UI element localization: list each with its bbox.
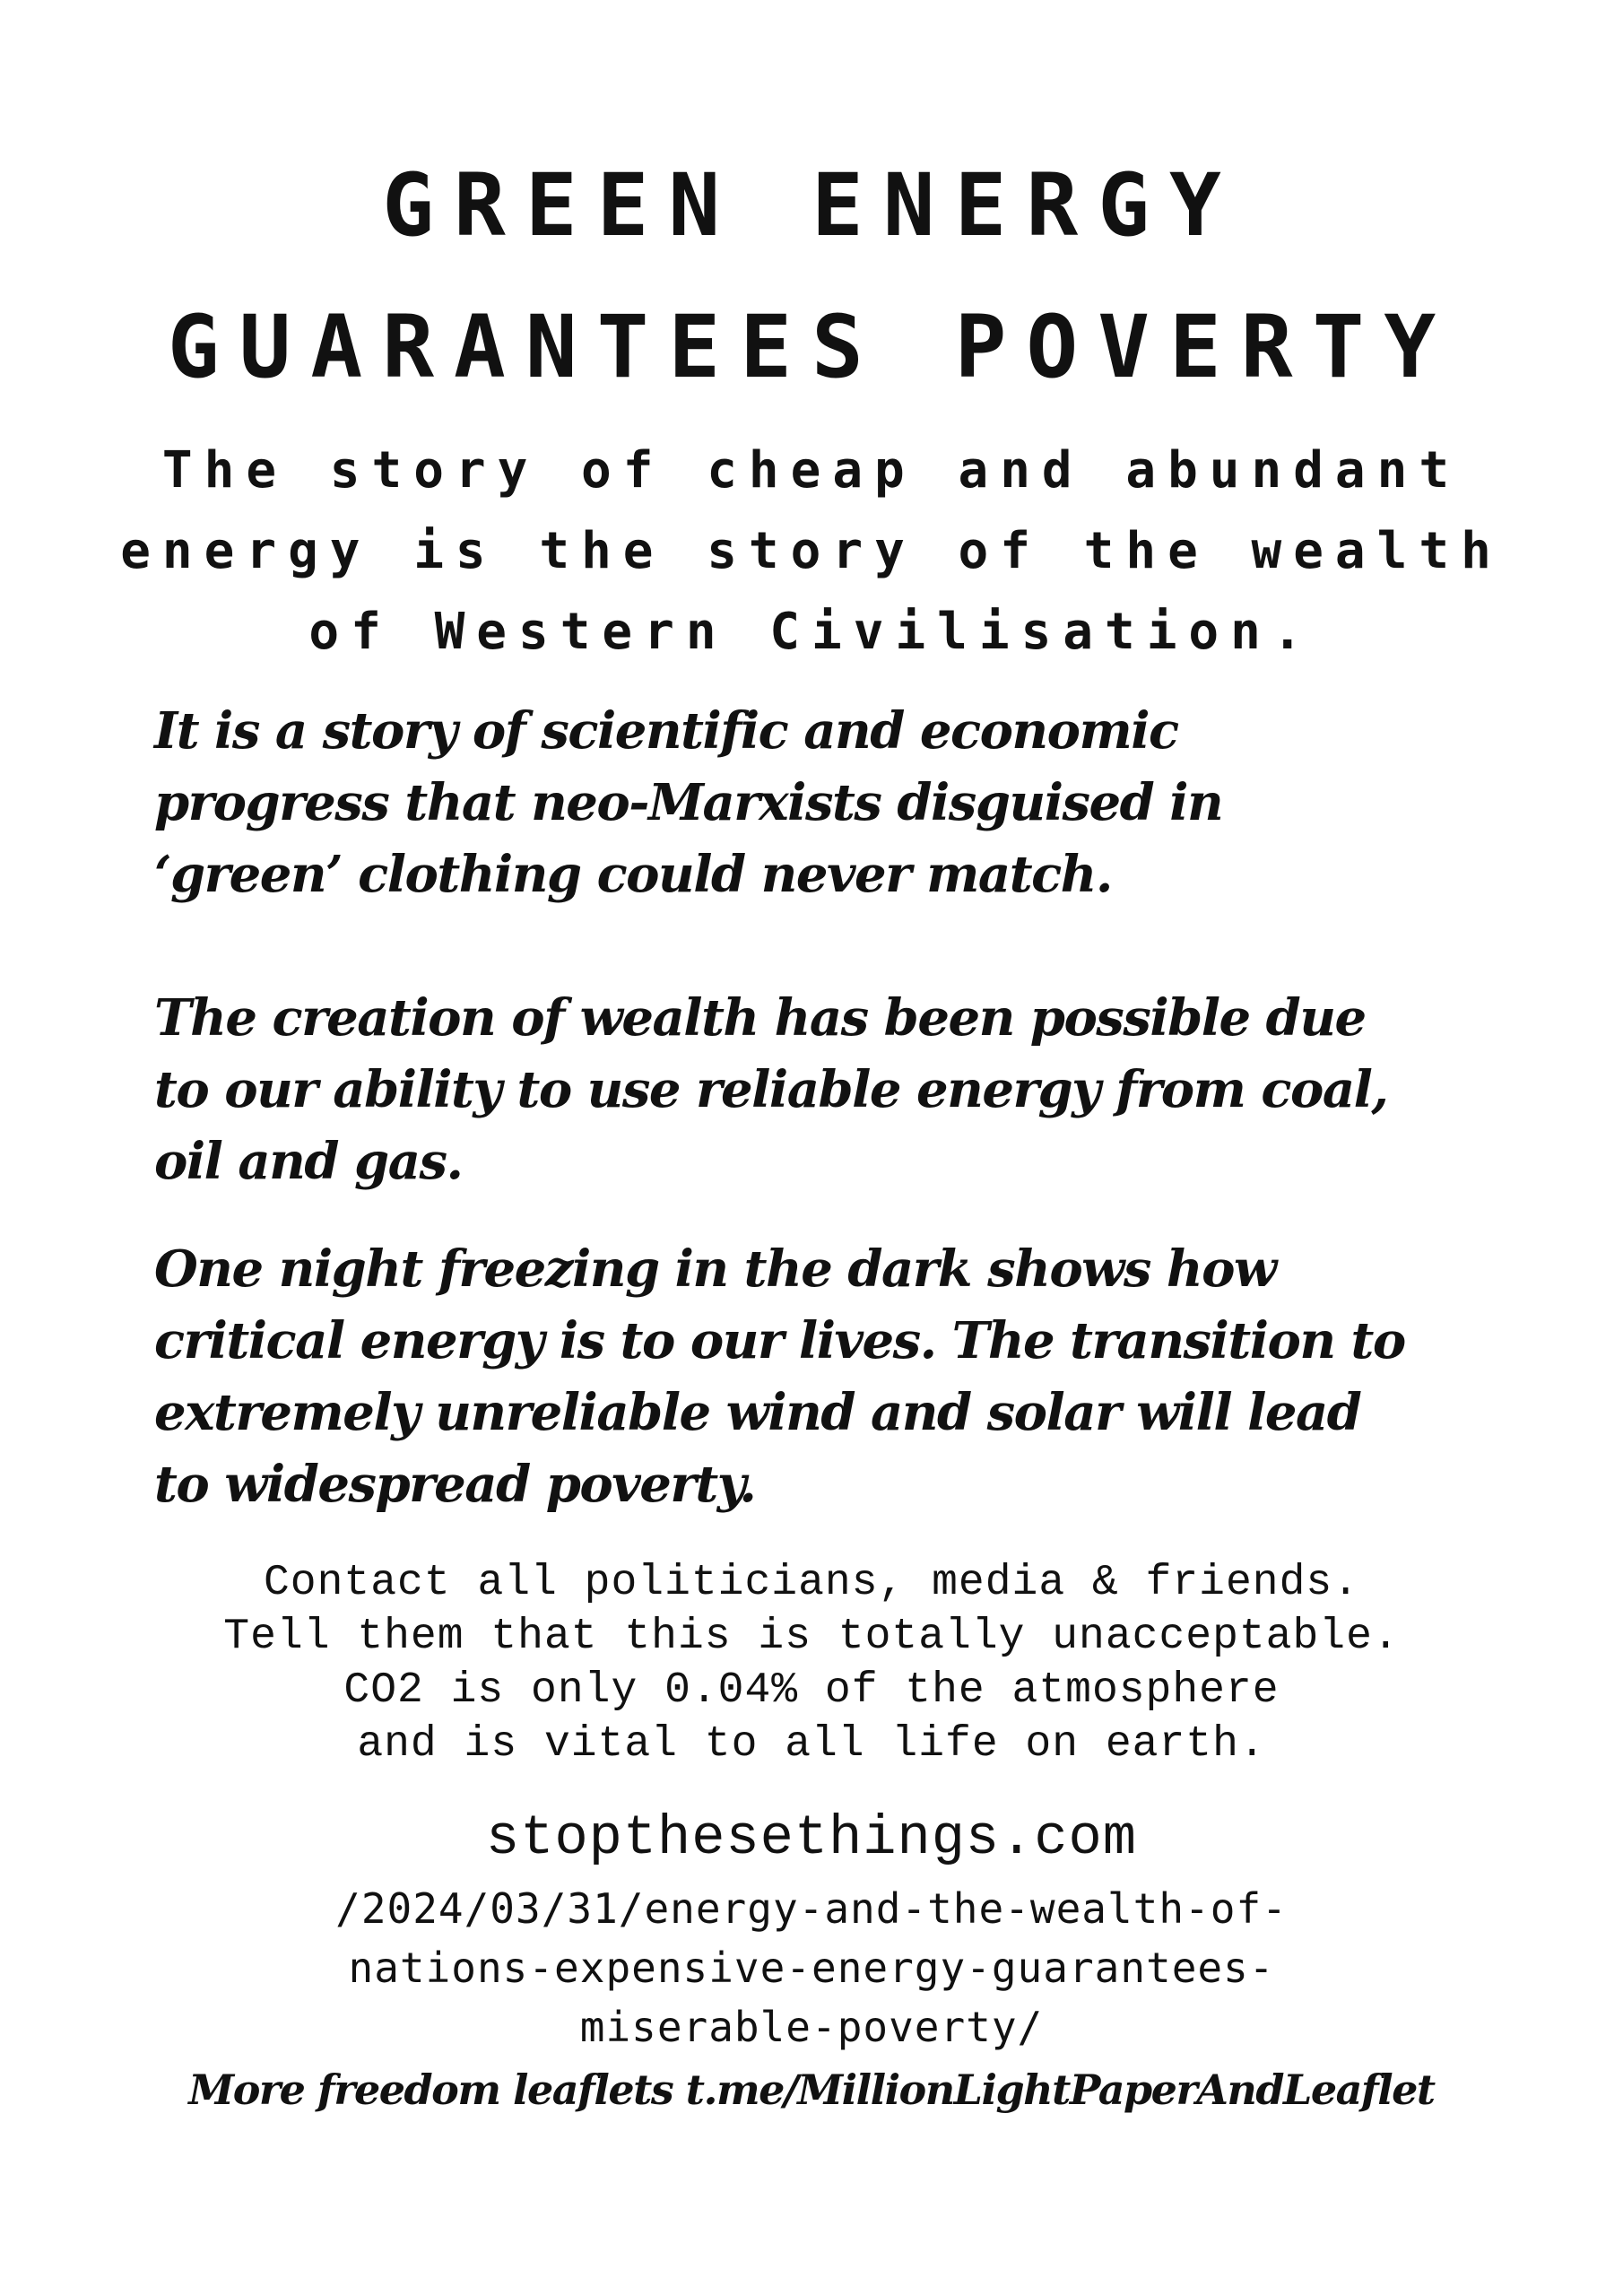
paragraph-line: oil and gas. (154, 1132, 463, 1191)
paragraph-line: progress that neo-Marxists disguised in (154, 773, 1223, 832)
body-paragraph-1 (154, 695, 1553, 910)
contact-line: CO2 is only 0.04% of the atmosphere (343, 1666, 1280, 1715)
paragraph-line: to our ability to use reliable energy from coal, (154, 1060, 1388, 1119)
footer-link-text: More freedom leaflets t.me/MillionLightPaperAndLeaflet (188, 2066, 1435, 2114)
url-line: nations-expensive-energy-guarantees- (348, 1944, 1275, 1992)
body-paragraph-2 (154, 982, 1553, 1197)
url-line: miserable-poverty/ (579, 2003, 1044, 2051)
paragraph-line: extremely unreliable wind and solar will lead (154, 1383, 1361, 1442)
contact-line: and is vital to all life on earth. (357, 1720, 1266, 1769)
paragraph-line: It is a story of scientific and economic (154, 701, 1178, 761)
subtitle-line: of Western Civilisation. (308, 603, 1315, 661)
body-paragraph-3 (154, 1233, 1553, 1520)
website-name: stopthesethings.com (486, 1806, 1137, 1870)
url-line: /2024/03/31/energy-and-the-wealth-of- (335, 1884, 1288, 1933)
paragraph-line: ‘green’ clothing could never match. (154, 845, 1112, 904)
leaflet-title (0, 135, 1623, 418)
paragraph-line: critical energy is to our lives. The transition to (154, 1311, 1405, 1370)
contact-line: Tell them that this is totally unacceptable. (223, 1613, 1400, 1661)
subtitle-line: energy is the story of the wealth (120, 522, 1503, 580)
paragraph-line: One night freezing in the dark shows how (154, 1239, 1276, 1299)
paragraph-line: to widespread poverty. (154, 1455, 756, 1514)
title-line: GREEN ENERGY (382, 155, 1241, 256)
title-line: GUARANTEES POVERTY (167, 297, 1456, 397)
leaflet-subtitle (0, 430, 1623, 673)
contact-line: Contact all politicians, media & friends. (264, 1559, 1359, 1607)
paragraph-line: The creation of wealth has been possible due (154, 988, 1366, 1048)
article-url-path (0, 1879, 1623, 2057)
subtitle-line: The story of cheap and abundant (161, 441, 1462, 500)
contact-message (0, 1556, 1623, 1771)
